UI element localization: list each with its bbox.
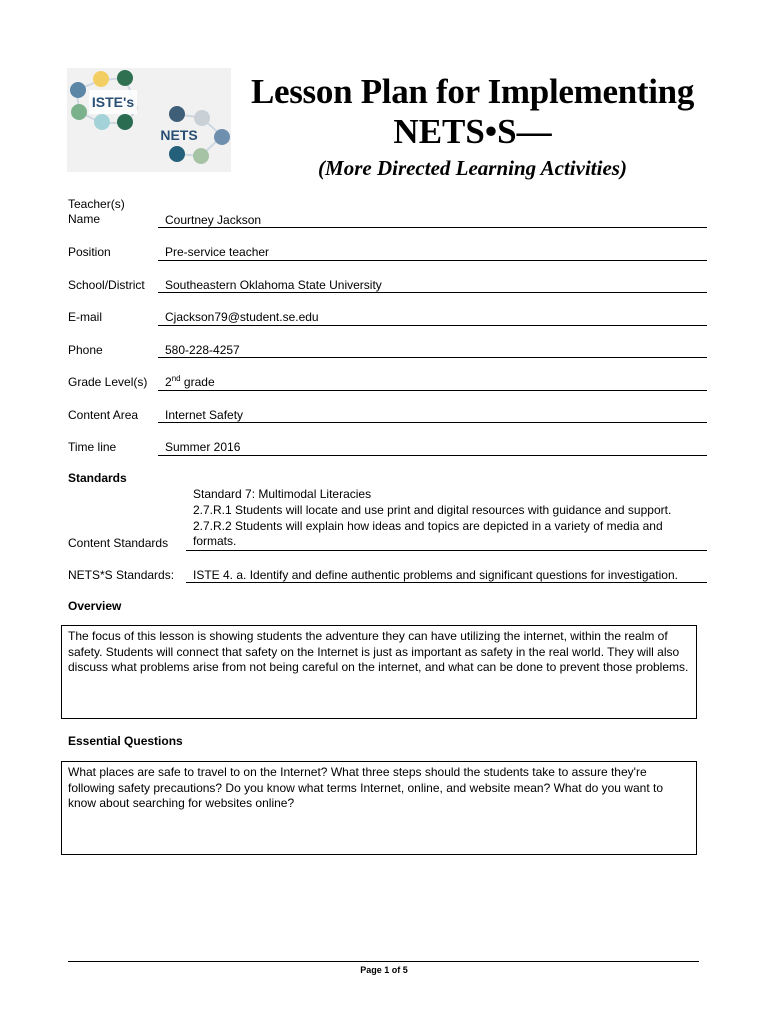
content-standard-line-2: 2.7.R.1 Students will locate and use print and digital resources with guidance and support.	[193, 503, 672, 517]
page-number: Page 1 of 5	[360, 965, 408, 975]
grade-rule	[158, 390, 707, 391]
title-block	[230, 72, 715, 182]
essential-questions-heading: Essential Questions	[68, 734, 183, 748]
email-value: Cjackson79@student.se.edu	[165, 310, 319, 324]
grade-value	[165, 375, 215, 390]
page-title-line2: NETS•S—	[393, 112, 552, 151]
teacher-name-value: Courtney Jackson	[165, 213, 262, 227]
content-area-value: Internet Safety	[165, 408, 244, 422]
page-title-line1: Lesson Plan for Implementing	[250, 72, 695, 111]
nets-standards-value: ISTE 4. a. Identify and define authentic problems and significant questions for investigation.	[193, 568, 678, 582]
grade-rest: grade	[180, 375, 215, 389]
overview-box	[61, 625, 697, 719]
phone-value: 580-228-4257	[165, 343, 240, 357]
timeline-value: Summer 2016	[165, 440, 241, 454]
position-rule	[158, 260, 707, 261]
content-standard-line-1: Standard 7: Multimodal Literacies	[193, 487, 372, 501]
logo-graphic	[67, 68, 231, 172]
essential-questions-text: What places are safe to travel to on the Internet? What three steps should the students take to assure they're following safety precautions? Do you know what terms Internet, online, and website mean? What do you want to know about searching for websites online?	[68, 765, 663, 810]
page-subtitle: (More Directed Learning Activities)	[318, 156, 627, 180]
teacher-name-rule	[158, 227, 707, 228]
logo-text-nets: NETS	[160, 127, 198, 143]
overview-text: The focus of this lesson is showing students the adventure they can have utilizing the internet, within the realm of safety. Students will connect that safety on the Internet is just as important as safety in the real world. They will also discuss what problems arise from not being careful on the internet, and what can be done to prevent those problems.	[68, 629, 689, 674]
footer-rule	[68, 961, 699, 962]
content-area-rule	[158, 422, 707, 423]
school-label: School/District	[68, 278, 145, 292]
grade-label: Grade Level(s)	[68, 375, 148, 389]
grade-suffix: nd	[171, 374, 181, 383]
iste-nets-logo	[67, 68, 231, 172]
nets-standards-rule	[186, 582, 707, 583]
logo-text-iste: ISTE's	[91, 94, 135, 110]
essential-questions-box	[61, 761, 697, 855]
standards-heading: Standards	[68, 471, 127, 485]
nets-standards-label: NETS*S Standards:	[68, 568, 175, 582]
overview-heading: Overview	[68, 599, 122, 613]
phone-label: Phone	[68, 343, 103, 357]
school-rule	[158, 292, 707, 293]
school-value: Southeastern Oklahoma State University	[165, 278, 382, 292]
content-standard-line-3: 2.7.R.2 Students will explain how ideas and topics are depicted in a variety of media and formats.	[193, 519, 663, 548]
email-rule	[158, 325, 707, 326]
position-label: Position	[68, 245, 111, 259]
content-standards-label: Content Standards	[68, 536, 169, 550]
teacher-name-label: Teacher(s) Name	[68, 197, 125, 226]
email-label: E-mail	[68, 310, 103, 324]
timeline-rule	[158, 455, 707, 456]
content-standards-rule	[186, 550, 707, 551]
timeline-label: Time line	[68, 440, 117, 454]
phone-rule	[158, 357, 707, 358]
content-area-label: Content Area	[68, 408, 139, 422]
position-value: Pre-service teacher	[165, 245, 270, 259]
grade-number: 2	[165, 375, 172, 389]
